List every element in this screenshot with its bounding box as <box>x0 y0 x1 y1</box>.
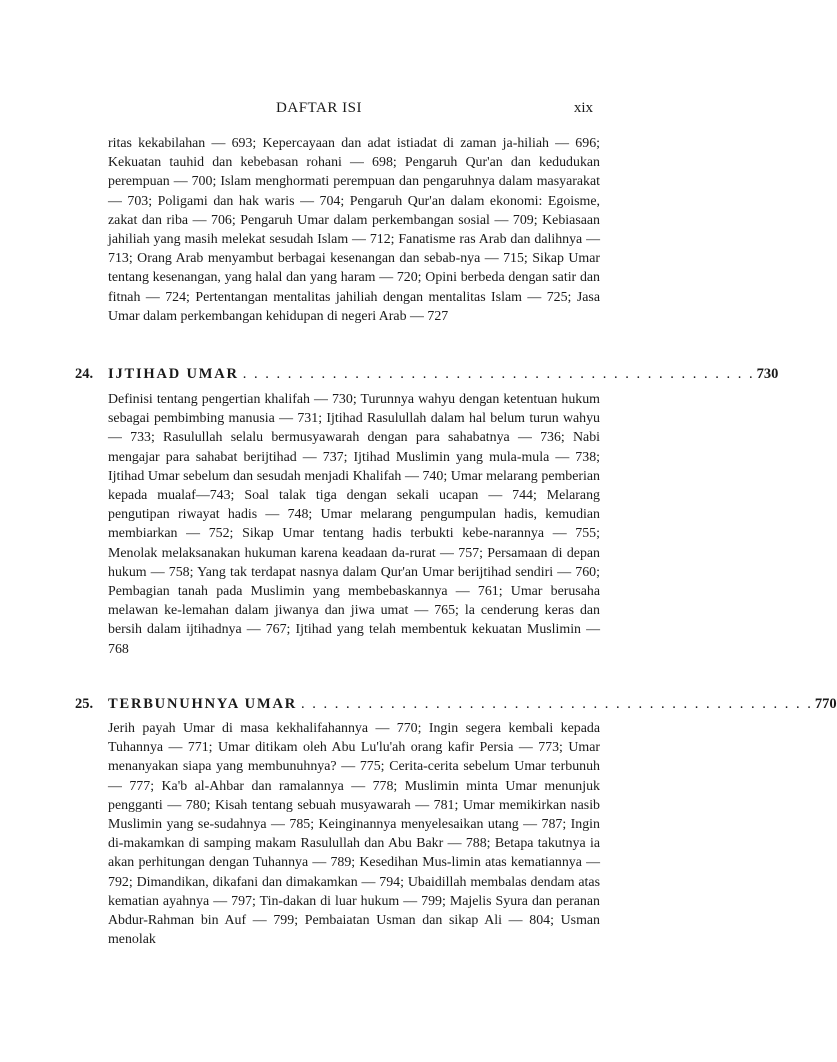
chapter-25-heading <box>75 696 837 716</box>
dot-leader: . . . . . . . . . . . . . . . . . . . . . . . . . . . . . . . . . . . . . . . . . . . . . . <box>301 696 813 712</box>
chapter-25-summary: Jerih payah Umar di masa kekhalifahannya — 770; Ingin segera kembali kepada Tuhannya — 771; Umar ditikam oleh Abu Lu'lu'ah orang kafir Persia — 773; Umar menanyakan siapa yang membunuhnya? — 775; Cerita-cerita sebelum Umar terbunuh — 777; Ka'b al-Ahbar dan ramalannya — 778; Muslimin minta Umar menunjuk pengganti — 780; Kisah tentang sebuah musyawarah — 781; Umar memikirkan nasib Muslimin yang se-sudahnya — 785; Keinginannya menyelesaikan utang — 787; Ingin di-makamkan di samping makam Rasulullah dan Abu Bakr — 788; Betapa takutnya ia akan perhitungan dengan Tuhannya — 789; Kesedihan Mus-limin atas kematiannya — 792; Dimandikan, dikafani dan dimakamkan — 794; Ubaidillah membalas dendam atas kematian ayahnya — 797; Tin-dakan di luar hukum — 799; Majelis Syura dan peranan Abdur-Rahman bin Auf — 799; Pembaiatan Usman dan sikap Ali — 804; Usman menolak <box>108 721 600 948</box>
dot-leader: . . . . . . . . . . . . . . . . . . . . . . . . . . . . . . . . . . . . . . . . . . . . . . <box>242 366 755 382</box>
chapter-number: 25. <box>75 696 94 712</box>
chapter-page: 730 <box>756 366 779 382</box>
continuation-paragraph: ritas kekabilahan — 693; Kepercayaan dan adat istiadat di zaman ja-hiliah — 696; Kekuatan tauhid dan kebebasan rohani — 698; Pengaruh Qur'an dan kedudukan perempuan — 700; Islam menghormati perempuan dan pengaruhnya dalam masyarakat — 703; Poligami dan hak waris — 704; Pengaruh Qur'an dalam ekonomi: Egoisme, zakat dan riba — 706; Pengaruh Umar dalam perkembangan sosial — 709; Kebiasaan jahiliah yang masih melekat sesudah Islam — 712; Fanatisme ras Arab dan dalihnya — 713; Orang Arab menyambut berbagai kesenangan dan sebab-nya — 715; Sikap Umar tentang kesenangan, yang halal dan yang haram — 720; Opini berbeda dengan satir dan fitnah — 724; Pertentangan mentalitas jahiliah dengan mentalitas Islam — 725; Jasa Umar dalam perkembangan kehidupan di negeri Arab — 727 <box>108 136 600 324</box>
chapter-24-summary: Definisi tentang pengertian khalifah — 730; Turunnya wahyu dengan ketentuan hukum sebagai pembimbing manusia — 731; Ijtihad Rasulullah dalam hal belum turun wahyu — 733; Rasulullah selalu bermusyawarah dengan para sahabatnya — 736; Nabi mengajar para sahabat berijtihad — 737; Ijtihad Muslimin yang mula-mula — 738; Ijtihad Umar sebelum dan sesudah menjadi Khalifah — 740; Umar melarang pemberian kepada mualaf—743; Soal talak tiga dengan sekali ucapan — 744; Melarang pengutipan riwayat hadis — 748; Umar melarang pengumpulan hadis, kemudian membiarkan — 752; Sikap Umar tentang hadis terbukti kebe-narannya — 755; Menolak melaksanakan hukuman karena keadaan da-rurat — 757; Persamaan di depan hukum — 758; Yang tak terdapat nasnya dalam Qur'an Umar berijtihad sendiri — 760; Pembagian tanah pada Muslimin yang membebaskannya — 761; Umar berusaha melawan ke-lemahan dalam jiwanya dan jiwa umat — 765; la cenderung keras dan bersih dalam ijtihadnya — 767; Ijtihad yang telah membentuk kekuatan Muslimin —768 <box>108 392 600 657</box>
page-number: xix <box>573 100 593 116</box>
page-header <box>0 100 638 120</box>
chapter-24-heading <box>75 366 779 386</box>
chapter-title: TERBUNUHNYA UMAR <box>108 696 297 712</box>
chapter-title: IJTIHAD UMAR <box>108 366 239 382</box>
chapter-number: 24. <box>75 366 94 382</box>
running-header-title: DAFTAR ISI <box>276 100 362 116</box>
chapter-page: 770 <box>814 696 837 712</box>
